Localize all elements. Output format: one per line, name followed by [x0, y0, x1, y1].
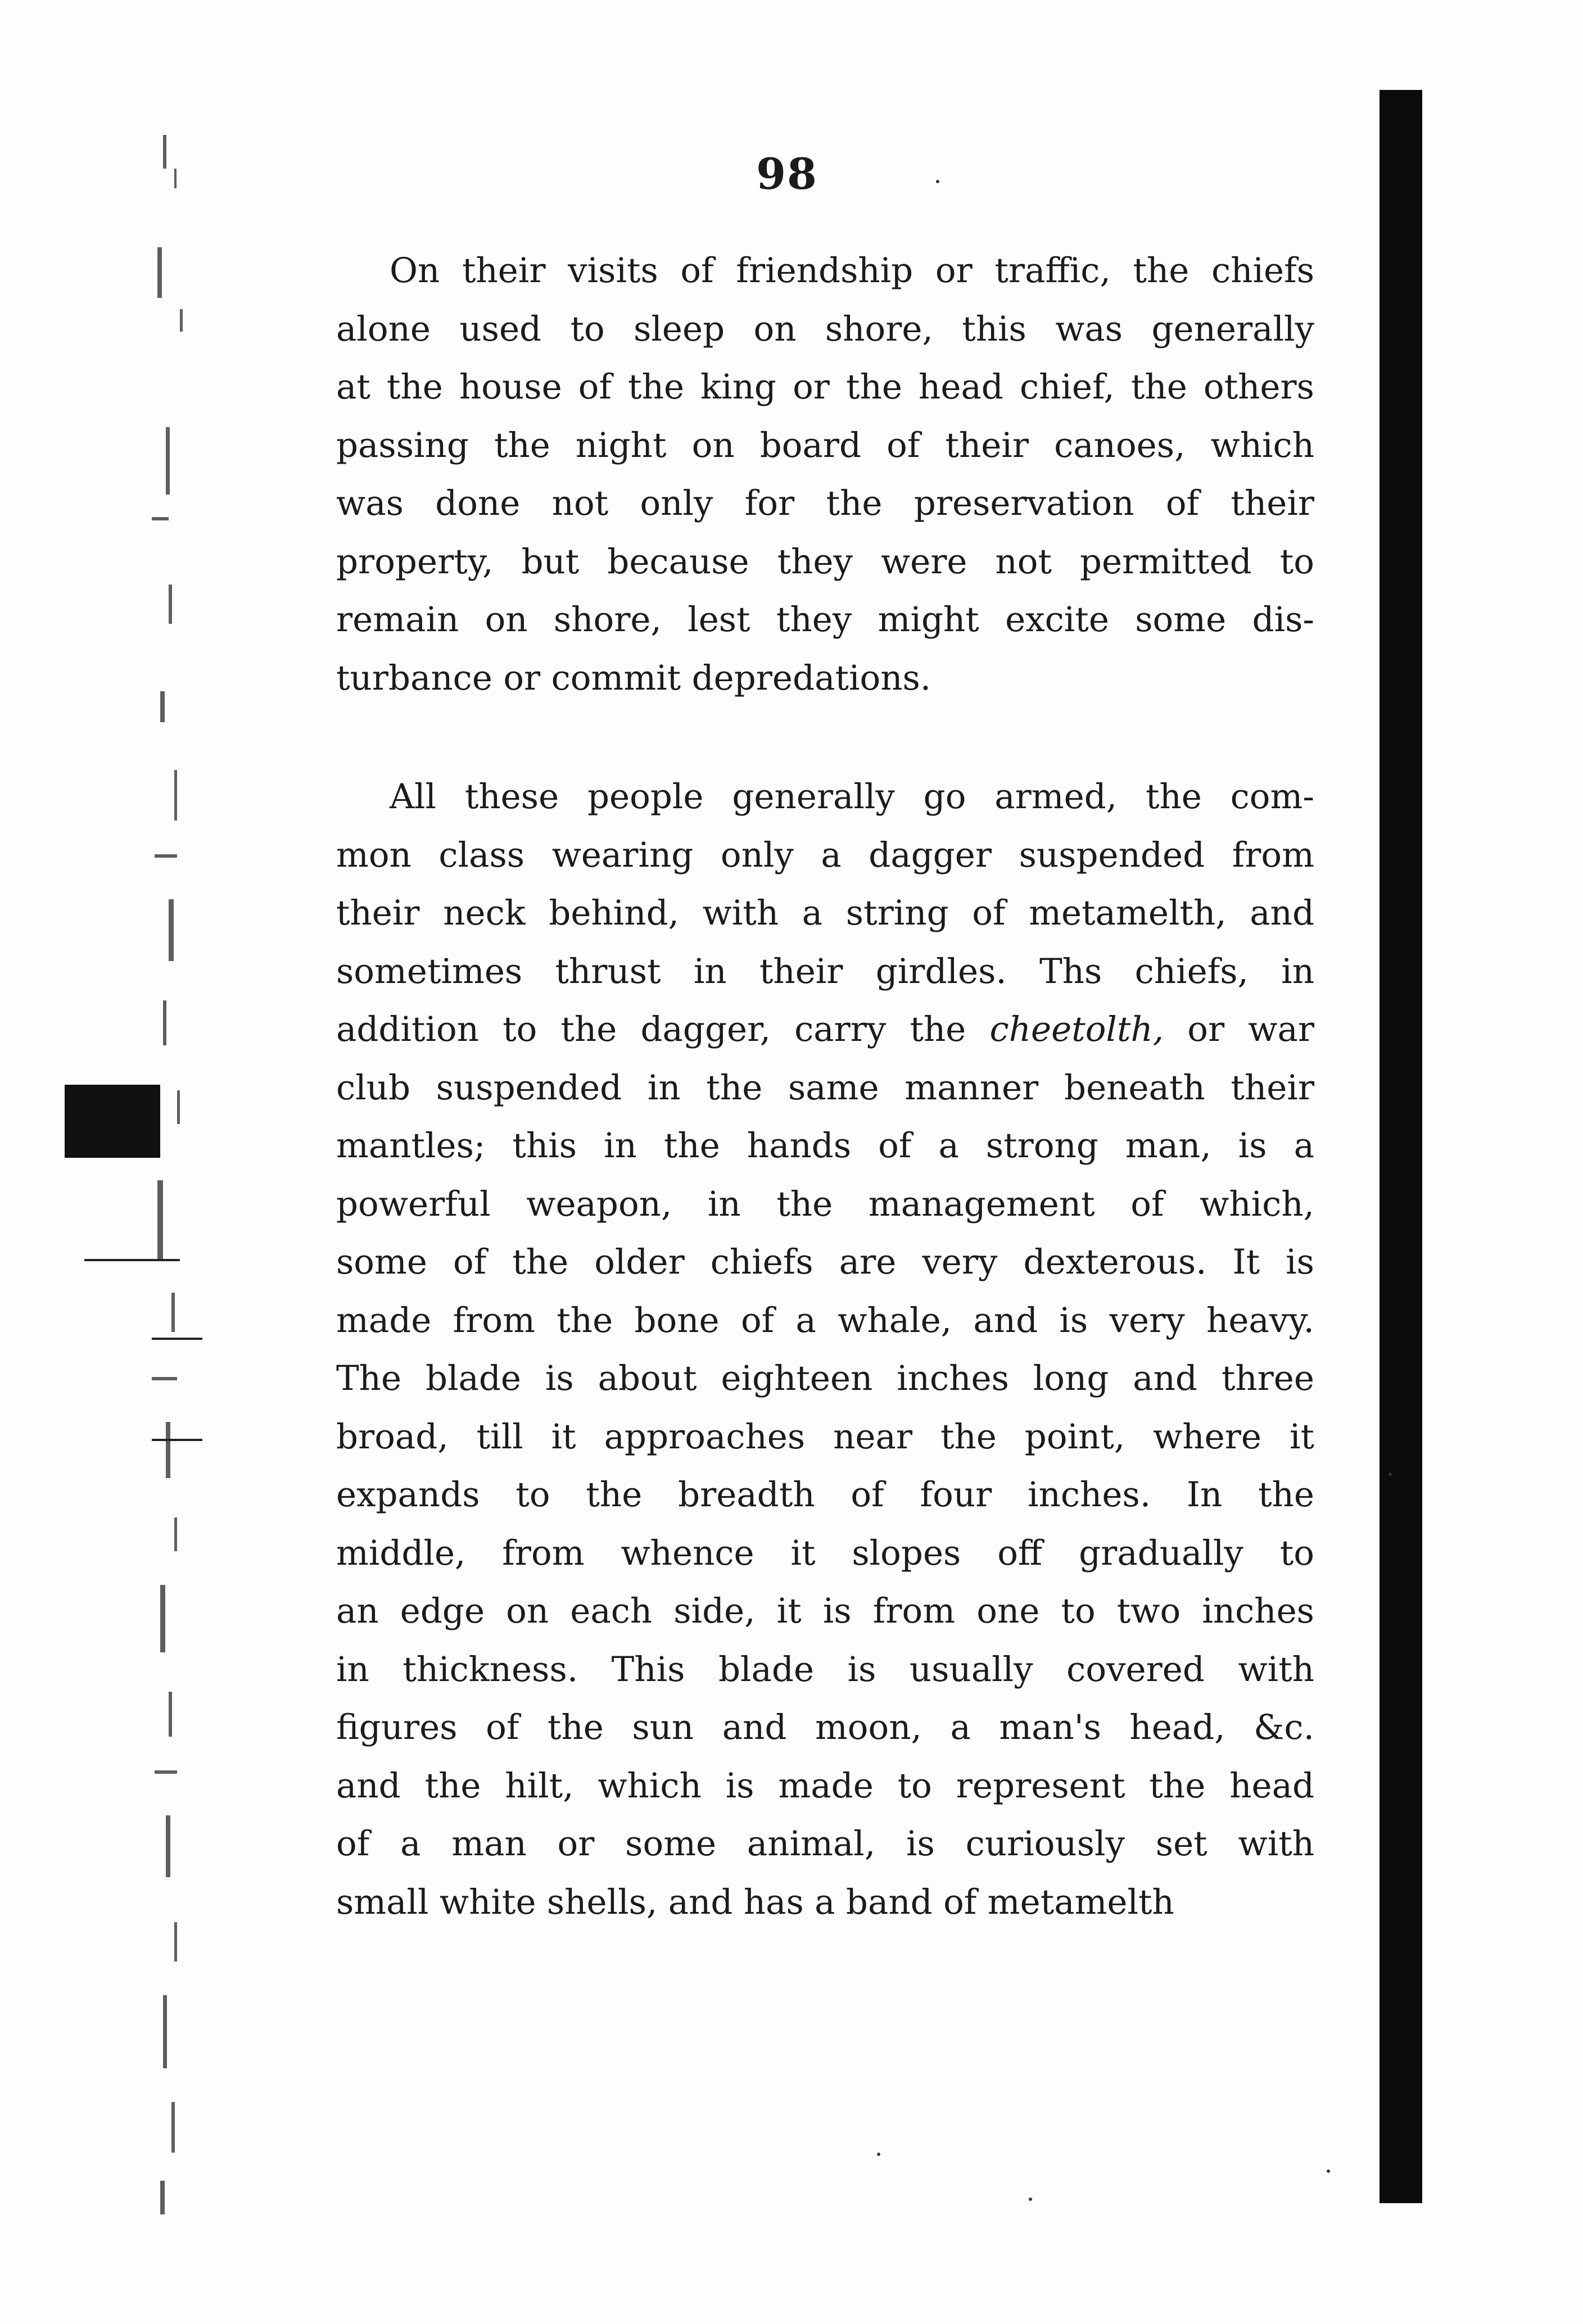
paragraph-gap: [336, 707, 1314, 768]
ink-speck: [877, 2153, 880, 2156]
text-line-with-italic: [336, 1000, 1314, 1059]
text-line: turbance or commit depredations.: [336, 658, 931, 698]
paragraph-2: [336, 768, 1314, 1931]
text-line: property, but because they were not permitted to: [336, 541, 1314, 582]
gutter-rule-1: [84, 1259, 180, 1261]
ink-speck: [1327, 2169, 1330, 2173]
ink-speck: [1388, 1473, 1392, 1476]
text-line: some of the older chiefs are very dexterous. It is: [336, 1242, 1314, 1282]
text-line: passing the night on board of their canoes, which: [336, 425, 1314, 465]
body-text: [336, 242, 1314, 1931]
text-line: club suspended in the same manner beneath their: [336, 1067, 1314, 1108]
text-line: small white shells, and has a band of metamelth: [336, 1882, 1174, 1922]
text-fragment: addition to the dagger, carry the: [336, 1009, 966, 1049]
gutter-rule-3: [152, 1439, 202, 1441]
text-line: sometimes thrust in their girdles. Ths chiefs, in: [336, 951, 1314, 991]
italic-term: cheetolth,: [989, 1009, 1164, 1049]
text-line: broad, till it approaches near the point, where it: [336, 1416, 1314, 1457]
text-line: and the hilt, which is made to represent the head: [336, 1765, 1314, 1806]
text-line: mantles; this in the hands of a strong man, is a: [336, 1126, 1314, 1166]
page-edge-shadow: [1380, 90, 1422, 2203]
page-number: 98: [756, 149, 818, 199]
text-line: in thickness. This blade is usually covered with: [336, 1649, 1314, 1689]
gutter-ink-blot: [65, 1085, 160, 1158]
text-line: The blade is about eighteen inches long and three: [336, 1358, 1314, 1398]
text-line: at the house of the king or the head chief, the others: [336, 367, 1314, 407]
text-line: All these people generally go armed, the com-: [390, 777, 1314, 817]
text-line: an edge on each side, it is from one to two inches: [336, 1591, 1314, 1631]
text-line: alone used to sleep on shore, this was generally: [336, 309, 1314, 349]
text-line: of a man or some animal, is curiously set with: [336, 1824, 1314, 1864]
ink-speck: [936, 180, 939, 183]
text-line: middle, from whence it slopes off gradually to: [336, 1533, 1314, 1573]
text-line: On their visits of friendship or traffic, the chiefs: [390, 251, 1314, 291]
text-line: their neck behind, with a string of metamelth, and: [336, 893, 1314, 933]
text-line: remain on shore, lest they might excite some dis-: [336, 600, 1314, 640]
text-line: was done not only for the preservation of their: [336, 483, 1314, 523]
text-line: figures of the sun and moon, a man's head, &c.: [336, 1707, 1314, 1747]
gutter-rule-2: [152, 1338, 202, 1340]
text-line: powerful weapon, in the management of which,: [336, 1184, 1314, 1224]
text-line: mon class wearing only a dagger suspended from: [336, 835, 1314, 875]
text-line: made from the bone of a whale, and is very heavy.: [336, 1300, 1314, 1340]
ink-speck: [1029, 2198, 1032, 2201]
text-fragment: or war: [1164, 1009, 1315, 1049]
paragraph-1: [336, 242, 1314, 707]
binding-gutter-noise: [141, 124, 245, 2231]
text-line: expands to the breadth of four inches. In the: [336, 1475, 1314, 1515]
